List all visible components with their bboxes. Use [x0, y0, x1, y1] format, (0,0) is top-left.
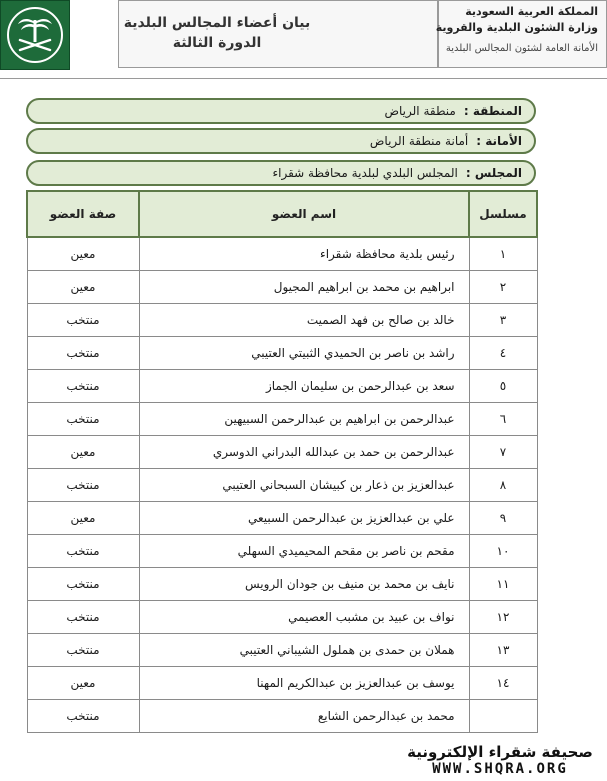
- row-serial: ١١: [469, 568, 537, 601]
- row-member-type: منتخب: [27, 337, 139, 370]
- row-member-name: نواف بن عبيد بن مشبب العصيمي: [139, 601, 469, 634]
- table-row: [27, 667, 537, 700]
- row-serial: [469, 700, 537, 733]
- amana-value: أمانة منطقة الرياض: [369, 134, 469, 148]
- members-table: [26, 190, 538, 733]
- row-member-name: خالد بن صالح بن فهد الصميت: [139, 304, 469, 337]
- row-member-type: منتخب: [27, 601, 139, 634]
- row-serial: ٨: [469, 469, 537, 502]
- row-member-name: رئيس بلدية محافظة شقراء: [139, 237, 469, 271]
- document-subtitle: الدورة الثالثة: [172, 35, 262, 51]
- palm-swords-icon: [6, 6, 64, 64]
- row-member-type: معين: [27, 237, 139, 271]
- row-serial: ٦: [469, 403, 537, 436]
- region-value: منطقة الرياض: [384, 104, 456, 118]
- row-member-type: معين: [27, 502, 139, 535]
- site-watermark: [405, 743, 595, 777]
- table-row: [27, 634, 537, 667]
- row-member-type: معين: [27, 436, 139, 469]
- council-label: المجلس :: [465, 166, 522, 180]
- row-member-name: عبدالرحمن بن ابراهيم بن عبدالرحمن السبيهين: [139, 403, 469, 436]
- row-serial: ٢: [469, 271, 537, 304]
- header-title-block: [118, 0, 438, 68]
- watermark-url: WWW.SHQRA.ORG: [432, 761, 568, 777]
- row-member-name: سعد بن عبدالرحمن بن سليمان الجماز: [139, 370, 469, 403]
- table-row: [27, 304, 537, 337]
- row-member-type: معين: [27, 667, 139, 700]
- members-table-container: [26, 190, 536, 733]
- table-row: [27, 436, 537, 469]
- watermark-arabic: صحيفة شقراء الإلكترونية: [407, 743, 593, 761]
- table-row: [27, 337, 537, 370]
- row-member-type: منتخب: [27, 403, 139, 436]
- row-serial: ١٠: [469, 535, 537, 568]
- row-member-type: منتخب: [27, 535, 139, 568]
- table-row: [27, 502, 537, 535]
- council-value: المجلس البلدي لبلدية محافظة شقراء: [272, 166, 458, 180]
- row-serial: ٥: [469, 370, 537, 403]
- row-serial: ٩: [469, 502, 537, 535]
- table-row: [27, 700, 537, 733]
- region-field: [26, 98, 536, 124]
- saudi-emblem-logo: [0, 0, 70, 70]
- council-field: [26, 160, 536, 186]
- row-serial: ٧: [469, 436, 537, 469]
- row-member-type: منتخب: [27, 634, 139, 667]
- header-type: صفة العضو: [27, 191, 139, 237]
- row-member-name: عبدالرحمن بن حمد بن عبدالله البدراني الدوسري: [139, 436, 469, 469]
- header-name: اسم العضو: [139, 191, 469, 237]
- row-member-name: هملان بن حمدى بن هملول الشيباني العتيبي: [139, 634, 469, 667]
- table-row: [27, 535, 537, 568]
- region-label: المنطقة :: [463, 104, 522, 118]
- row-serial: ٣: [469, 304, 537, 337]
- table-row: [27, 568, 537, 601]
- table-row: [27, 601, 537, 634]
- row-member-type: معين: [27, 271, 139, 304]
- row-serial: ١٤: [469, 667, 537, 700]
- row-member-type: منتخب: [27, 700, 139, 733]
- row-member-name: راشد بن ناصر بن الحميدي الثبيتي العتيبي: [139, 337, 469, 370]
- document-header: [0, 0, 607, 79]
- row-member-name: مقحم بن ناصر بن مقحم المحيميدي السهلي: [139, 535, 469, 568]
- amana-field: [26, 128, 536, 154]
- row-serial: ١: [469, 237, 537, 271]
- document-title: بيان أعضاء المجالس البلدية: [123, 15, 311, 31]
- row-member-name: عبدالعزيز بن ذعار بن كبيشان السبحاني العتيبي: [139, 469, 469, 502]
- row-member-name: محمد بن عبدالرحمن الشايع: [139, 700, 469, 733]
- row-serial: ١٢: [469, 601, 537, 634]
- row-serial: ٤: [469, 337, 537, 370]
- amana-label: الأمانة :: [476, 134, 522, 148]
- header-org-block: [435, 0, 607, 68]
- row-member-name: نايف بن محمد بن منيف بن جودان الرويس: [139, 568, 469, 601]
- row-member-name: علي بن عبدالعزيز بن عبدالرحمن السبيعي: [139, 502, 469, 535]
- row-member-type: منتخب: [27, 469, 139, 502]
- table-row: [27, 370, 537, 403]
- row-member-type: منتخب: [27, 304, 139, 337]
- table-row: [27, 403, 537, 436]
- org-ministry: وزارة الشئون البلدية والقروية: [435, 21, 598, 34]
- table-row: [27, 237, 537, 271]
- header-serial: مسلسل: [469, 191, 537, 237]
- org-kingdom: المملكة العربية السعودية: [465, 5, 598, 18]
- row-member-name: ابراهيم بن محمد بن ابراهيم المجيول: [139, 271, 469, 304]
- table-row: [27, 469, 537, 502]
- row-member-type: منتخب: [27, 370, 139, 403]
- row-member-name: يوسف بن عبدالعزيز بن عبدالكريم المهنا: [139, 667, 469, 700]
- org-secretariat: الأمانة العامة لشئون المجالس البلدية: [445, 43, 598, 54]
- table-header-row: [27, 191, 537, 237]
- table-row: [27, 271, 537, 304]
- row-serial: ١٣: [469, 634, 537, 667]
- row-member-type: منتخب: [27, 568, 139, 601]
